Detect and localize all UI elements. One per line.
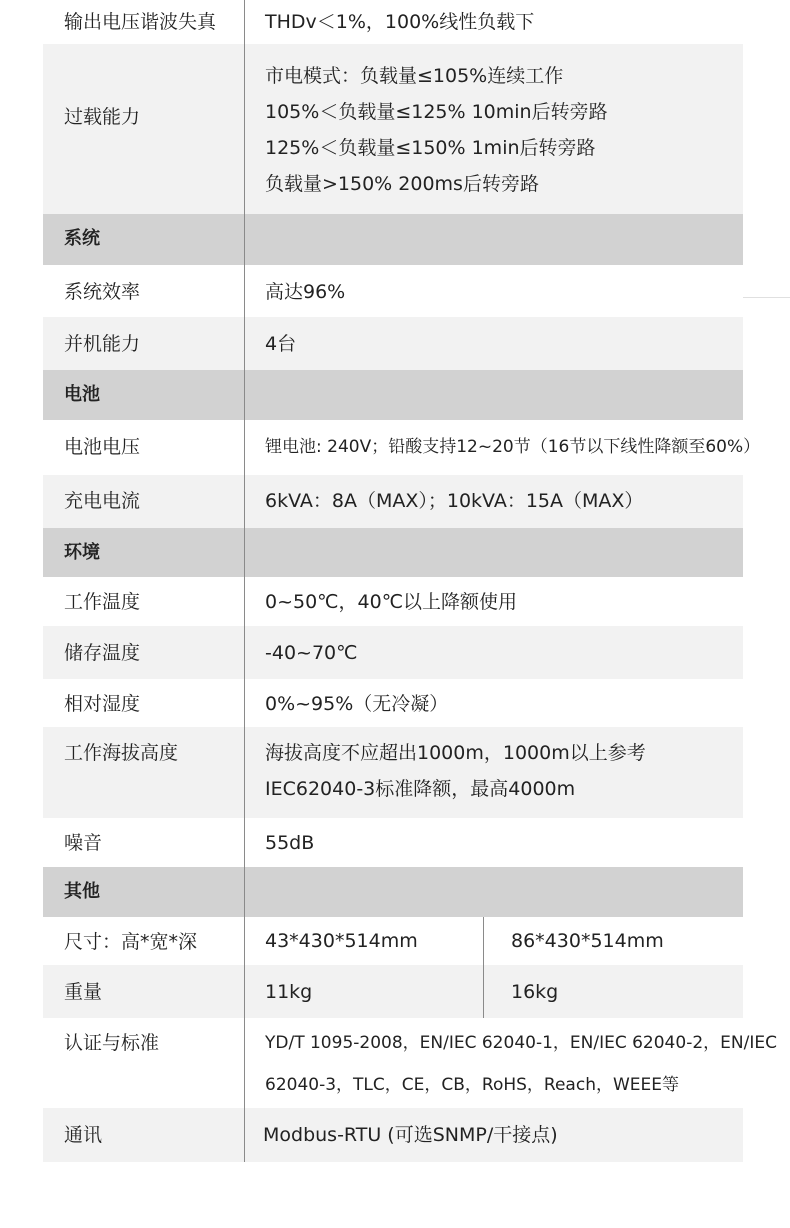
section-title: 系统 xyxy=(64,228,100,249)
spec-row-weight xyxy=(43,965,743,1018)
section-title: 环境 xyxy=(64,542,100,563)
column-divider xyxy=(244,420,245,475)
spec-row-dimensions xyxy=(43,917,743,965)
column-divider xyxy=(244,44,245,214)
column-divider xyxy=(244,0,245,44)
row-value-6kva xyxy=(265,974,312,1010)
spec-row-thd xyxy=(43,0,743,44)
spec-row-altitude xyxy=(43,727,743,818)
value-line: 0~50℃，40℃以上降额使用 xyxy=(265,591,518,613)
row-value xyxy=(263,1117,558,1153)
column-divider xyxy=(244,317,245,370)
value-line: 锂电池: 240V；铅酸支持12~20节（16节以下线性降额至60%） xyxy=(265,437,761,457)
row-label: 系统效率 xyxy=(64,281,141,303)
row-value xyxy=(265,686,448,722)
value-line: -40~70℃ xyxy=(265,642,358,664)
row-value xyxy=(265,483,643,519)
section-header-system xyxy=(43,214,743,265)
row-label: 并机能力 xyxy=(64,333,141,355)
spec-table xyxy=(43,0,777,1162)
spec-row-efficiency xyxy=(43,265,743,317)
spec-row-operating-temp xyxy=(43,577,743,626)
row-label: 相对湿度 xyxy=(64,693,141,715)
section-title: 电池 xyxy=(64,384,100,405)
value-line: THDv＜1%，100%线性负载下 xyxy=(265,11,535,33)
spec-row-noise xyxy=(43,818,743,867)
row-value xyxy=(265,584,517,620)
column-divider xyxy=(244,727,245,818)
column-divider xyxy=(244,1018,245,1108)
value-line: 86*430*514mm xyxy=(511,930,664,952)
row-value xyxy=(265,1022,777,1106)
row-value xyxy=(265,429,760,465)
row-label: 尺寸：高*宽*深 xyxy=(64,931,198,953)
spec-row-humidity xyxy=(43,679,743,727)
row-label: 电池电压 xyxy=(64,436,141,458)
column-divider xyxy=(244,528,245,577)
section-header-environment xyxy=(43,528,743,577)
spec-row-overload xyxy=(43,44,743,214)
column-divider xyxy=(244,917,245,965)
column-divider xyxy=(244,626,245,679)
spec-row-certification xyxy=(43,1018,777,1108)
section-header-other xyxy=(43,867,743,917)
row-label: 过载能力 xyxy=(64,106,141,128)
value-line: 0%~95%（无冷凝） xyxy=(265,693,449,715)
value-line: 105%＜负载量≤125% 10min后转旁路 xyxy=(265,101,608,123)
row-label: 认证与标准 xyxy=(64,1032,160,1054)
spec-row-storage-temp xyxy=(43,626,743,679)
section-header-battery xyxy=(43,370,743,420)
row-label: 充电电流 xyxy=(64,490,141,512)
row-value xyxy=(265,274,345,310)
row-label: 工作温度 xyxy=(64,591,141,613)
column-divider xyxy=(244,1108,245,1162)
column-divider xyxy=(244,577,245,626)
row-value-10kva xyxy=(511,974,558,1010)
spec-row-charge-current xyxy=(43,475,743,528)
row-value-6kva xyxy=(265,923,418,959)
spec-row-parallel xyxy=(43,317,743,370)
value-line: 海拔高度不应超出1000m，1000m以上参考 xyxy=(265,742,646,764)
value-line: YD/T 1095-2008，EN/IEC 62040-1，EN/IEC 62040-2，EN/IEC xyxy=(265,1033,777,1053)
row-value xyxy=(265,326,296,362)
row-value xyxy=(265,735,646,807)
row-value xyxy=(265,58,608,202)
row-label: 工作海拔高度 xyxy=(64,742,179,764)
value-line: 62040-3，TLC，CE，CB，RoHS，Reach，WEEE等 xyxy=(265,1075,680,1095)
column-divider xyxy=(244,475,245,528)
column-divider xyxy=(244,867,245,917)
row-value xyxy=(265,635,357,671)
row-value xyxy=(265,4,534,40)
edge-line xyxy=(740,297,790,298)
column-divider xyxy=(244,679,245,727)
row-label: 重量 xyxy=(64,981,103,1003)
value-line: 11kg xyxy=(265,981,313,1003)
column-divider xyxy=(244,818,245,867)
column-divider xyxy=(244,370,245,420)
value-line: 负载量>150% 200ms后转旁路 xyxy=(265,173,539,195)
column-divider xyxy=(483,917,484,965)
row-label: 储存温度 xyxy=(64,642,141,664)
column-divider xyxy=(244,265,245,317)
column-divider xyxy=(244,214,245,265)
row-label: 通讯 xyxy=(64,1124,103,1146)
row-label: 输出电压谐波失真 xyxy=(64,11,217,33)
value-line: 6kVA：8A（MAX）；10kVA：15A（MAX） xyxy=(265,490,644,512)
value-line: 市电模式：负载量≤105%连续工作 xyxy=(265,65,564,87)
value-line: IEC62040-3标准降额，最高4000m xyxy=(265,778,576,800)
value-line: 125%＜负载量≤150% 1min后转旁路 xyxy=(265,137,596,159)
value-line: 高达96% xyxy=(265,281,346,303)
value-line: 16kg xyxy=(511,981,559,1003)
value-line: Modbus-RTU (可选SNMP/干接点) xyxy=(263,1124,558,1146)
row-label: 噪音 xyxy=(64,832,103,854)
column-divider xyxy=(483,965,484,1018)
spec-row-battery-voltage xyxy=(43,420,761,475)
value-line: 55dB xyxy=(265,832,315,854)
row-value xyxy=(265,825,314,861)
spec-row-communication xyxy=(43,1108,743,1162)
row-value-10kva xyxy=(511,923,664,959)
value-line: 43*430*514mm xyxy=(265,930,418,952)
value-line: 4台 xyxy=(265,333,297,355)
section-title: 其他 xyxy=(64,881,100,902)
column-divider xyxy=(244,965,245,1018)
